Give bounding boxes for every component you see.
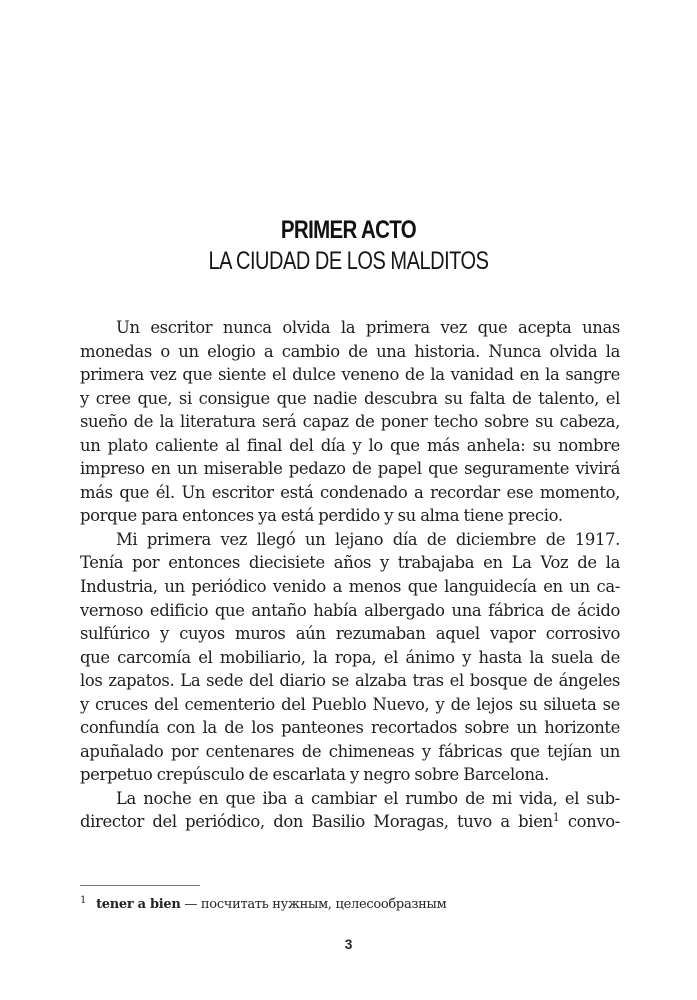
page-number: 3	[344, 936, 353, 952]
text-line: confundía con la de los panteones recortados sobre un horizonte	[80, 718, 620, 738]
text-line: La noche en que iba a cambiar el rumbo de mi vida, el sub-	[116, 788, 620, 808]
text-line: apuñalado por centenares de chimeneas y fábricas que tejían un	[80, 741, 620, 761]
paragraph	[80, 787, 620, 834]
text-line: un plato caliente al final del día y lo que más anhela: su nombre	[80, 435, 620, 455]
body-text	[80, 316, 620, 834]
footnote	[80, 896, 620, 914]
text-fragment: director del periódico, don Basilio Moragas, tuvo a bien	[80, 812, 553, 832]
text-line: vernoso edificio que antaño había albergado una fábrica de ácido	[80, 600, 620, 620]
text-line: Tenía por entonces diecisiete años y trabajaba en La Voz de la	[80, 553, 620, 573]
footnote-divider	[80, 885, 200, 886]
chapter-heading	[0, 215, 697, 277]
footnote-term: tener a bien	[96, 897, 181, 912]
text-line-with-footnote-ref	[80, 810, 620, 834]
text-line: impreso en un miserable pedazo de papel que seguramente vivirá	[80, 459, 620, 479]
text-fragment: convo-	[559, 812, 620, 832]
text-line: porque para entonces ya está perdido y su alma tiene precio.	[80, 506, 563, 526]
text-line: perpetuo crepúsculo de escarlata y negro sobre Barcelona.	[80, 765, 549, 785]
text-line: y cree que, si consigue que nadie descubra su falta de talento, el	[80, 388, 620, 408]
text-line: Mi primera vez llegó un lejano día de diciembre de 1917.	[116, 529, 620, 549]
text-line: los zapatos. La sede del diario se alzaba tras el bosque de ángeles	[80, 671, 620, 691]
text-line: sulfúrico y cuyos muros aún rezumaban aquel vapor corrosivo	[80, 624, 620, 644]
text-line: sueño de la literatura será capaz de poner techo sobre su cabeza,	[80, 412, 620, 432]
text-line: Industria, un periódico venido a menos que languidecía en un ca-	[80, 577, 620, 597]
chapter-title: PRIMER ACTO	[280, 216, 417, 244]
text-line: Un escritor nunca olvida la primera vez que acepta unas	[116, 318, 620, 337]
text-line: que carcomía el mobiliario, la ropa, el ánimo y hasta la suela de	[80, 647, 620, 667]
chapter-subtitle: LA CIUDAD DE LOS MALDITOS	[208, 247, 489, 275]
paragraph	[80, 316, 620, 528]
footnote-separator: —	[180, 897, 201, 912]
paragraph	[80, 528, 620, 787]
footnote-reference[interactable]: 1	[552, 811, 560, 825]
text-line: más que él. Un escritor está condenado a recordar ese momento,	[80, 482, 620, 502]
text-line: primera vez que siente el dulce veneno de la vanidad en la sangre	[80, 365, 620, 385]
footnote-number: 1	[80, 895, 87, 906]
text-line: monedas o un elogio a cambio de una historia. Nunca olvida la	[80, 341, 620, 361]
footnote-definition: посчитать нужным, целесообразным	[200, 897, 447, 912]
text-line: y cruces del cementerio del Pueblo Nuevo, y de lejos su silueta se	[80, 694, 620, 714]
